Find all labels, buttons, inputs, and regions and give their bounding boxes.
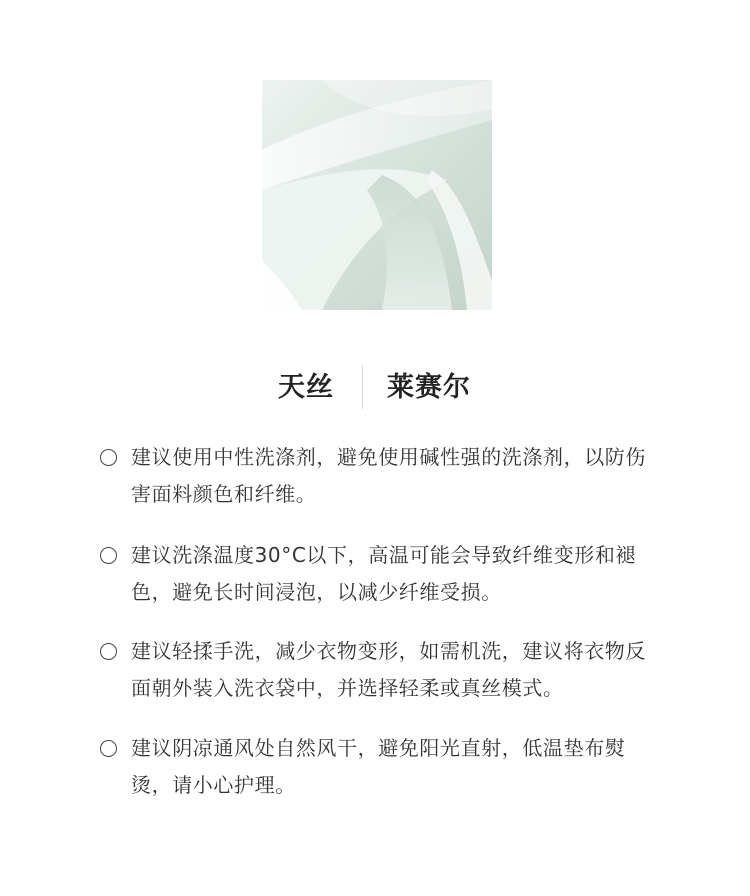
title-lyocell: 莱赛尔 (387, 372, 471, 403)
care-item-text: 建议轻揉手洗，减少衣物变形，如需机洗，建议将衣物反面朝外装入洗衣袋中，并选择轻柔或真丝模式。 (131, 639, 646, 700)
care-item-text: 建议使用中性洗涤剂，避免使用碱性强的洗涤剂，以防伤害面料颜色和纤维。 (131, 445, 646, 506)
circle-bullet-icon (100, 643, 117, 660)
circle-bullet-icon (100, 547, 117, 564)
care-item-text: 建议阴凉通风处自然风干，避免阳光直射，低温垫布熨烫，请小心护理。 (131, 736, 626, 797)
title-tencel: 天丝 (278, 372, 334, 403)
care-item-text: 建议洗涤温度30°C以下，高温可能会导致纤维变形和褪色，避免长时间浸泡，以减少纤维受损。 (131, 543, 637, 604)
circle-bullet-icon (100, 740, 117, 757)
fabric-photo (262, 80, 492, 310)
circle-bullet-icon (100, 449, 117, 466)
material-title (0, 365, 750, 411)
title-divider (362, 365, 363, 409)
